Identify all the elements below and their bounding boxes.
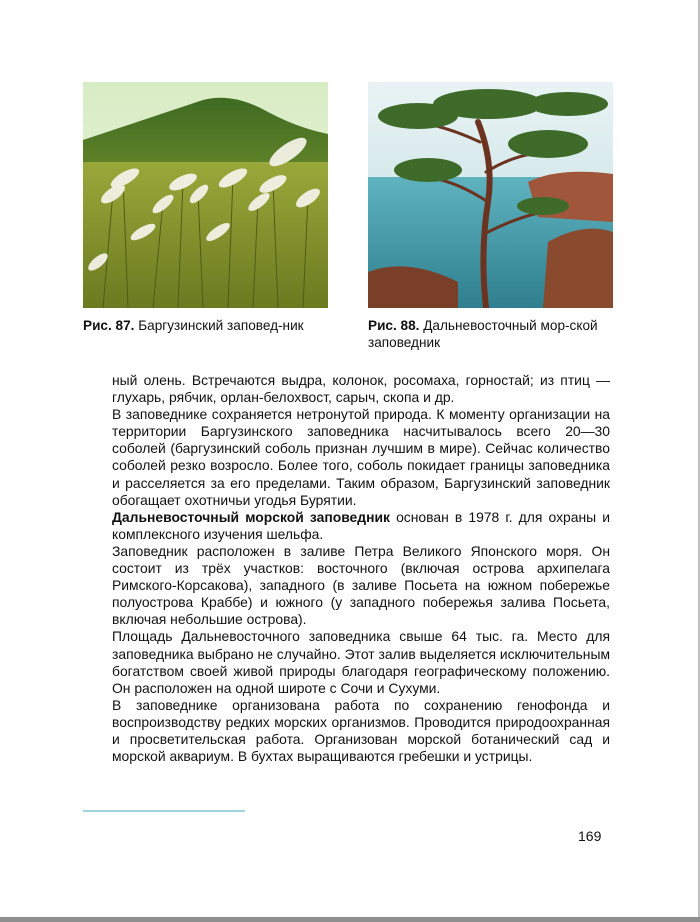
paragraph-text: Площадь Дальневосточного заповедника свыше 64 тыс. га. Место для заповедника выбрано не случайно. Этот залив выделяется исключительным богатством своей живой природы благодаря географическому положению. Он расположен на одной широте с Сочи и Сухуми.: [112, 628, 610, 696]
mountain-grassland-photo: [83, 82, 328, 308]
paragraph-text: Заповедник расположен в заливе Петра Великого Японского моря. Он состоит из трёх участков: восточного (включая острова архипелага Римского-Корсакова), западного (в заливе Посьета на южном побережье полуострова Краббе) и южного (у западного побережья залива Посьета, включая небольшие острова).: [112, 542, 610, 628]
decorative-divider: [83, 810, 245, 812]
figure-88-caption: [368, 317, 618, 351]
figure-88-number: Рис. 88.: [368, 318, 420, 333]
coastal-pine-photo: [368, 82, 613, 308]
paragraph: [112, 697, 610, 765]
paragraph: [112, 628, 610, 696]
page-number: 169: [578, 828, 602, 844]
paragraph: [112, 372, 610, 406]
figure-87-photo: [83, 82, 328, 308]
figure-87-caption: [83, 317, 333, 334]
paragraph-text: ный олень. Встречаются выдра, колонок, росомаха, горностай; из птиц — глухарь, рябчик, орлан-белохвост, сарыч, скопа и др.: [112, 372, 610, 406]
paragraph-text: основан в 1978 г. для охраны и комплексного изучения шельфа.: [112, 508, 610, 542]
figure-88-photo: [368, 82, 613, 308]
body-text: [112, 372, 610, 765]
reserve-name-bold: Дальневосточный морской заповедник: [112, 508, 390, 525]
figure-87-number: Рис. 87.: [83, 318, 135, 333]
paragraph-text: В заповеднике организована работа по сохранению генофонда и воспроизводству редких морских организмов. Проводится природоохранная и просветительская работа. Организован морской ботанический сад и морской аквариум. В бухтах выращиваются гребешки и устрицы.: [112, 696, 610, 765]
paragraph: [112, 509, 610, 543]
figure-88-caption-text: Дальневосточный мор-ской заповедник: [368, 318, 598, 350]
figure-87-caption-text: Баргузинский заповед-ник: [138, 318, 304, 333]
paragraph-text: В заповеднике сохраняется нетронутой природа. К моменту организации на территории Баргузинского заповедника насчитывалось всего 20—30 соболей (баргузинский соболь признан лучшим в мире). Сейчас количество соболей резко возросло. Более того, соболь покидает границы заповедника и расселяется за его пределами. Таким образом, Баргузинский заповедник обогащает охотничьи угодья Бурятии.: [112, 406, 610, 508]
paragraph: [112, 543, 610, 628]
paragraph: [112, 406, 610, 509]
